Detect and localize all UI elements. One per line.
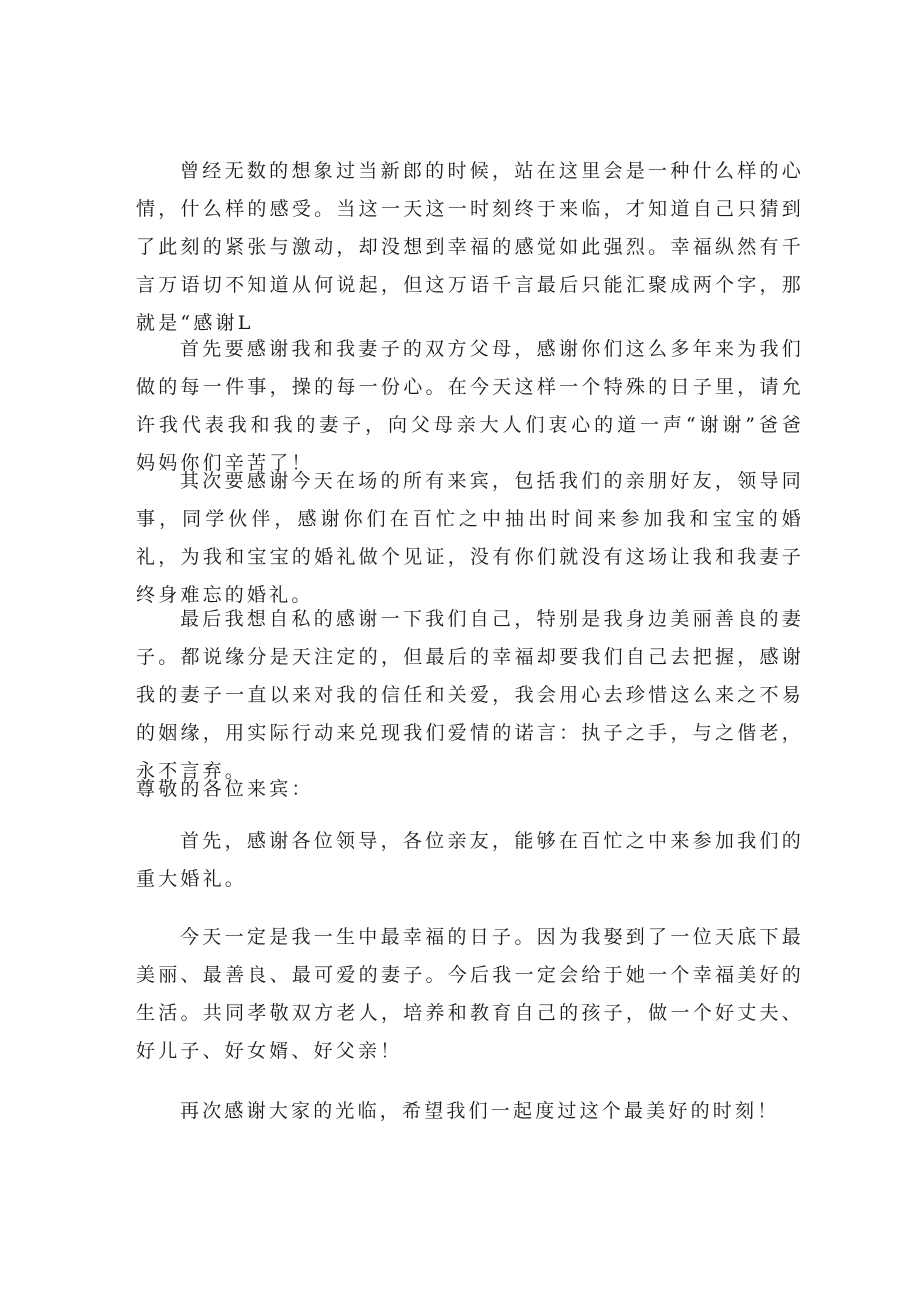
paragraph-text: 今天一定是我一生中最幸福的日子。因为我娶到了一位天底下最美丽、最善良、最可爱的妻子。今后我一定会给于她一个幸福美好的生活。共同孝敬双方老人，培养和教育自己的孩子，做一个好丈夫、好儿子、好女婿、好父亲！	[136, 926, 804, 1062]
paragraph-thanks-wife	[136, 600, 804, 790]
paragraph-happiest-day	[136, 918, 804, 1070]
salutation-text: 尊敬的各位来宾：	[136, 778, 314, 800]
paragraph-text: 最后我想自私的感谢一下我们自己，特别是我身边美丽善良的妻子。都说缘分是天注定的，但最后的幸福却要我们自己去把握，感谢我的妻子一直以来对我的信任和关爱，我会用心去珍惜这么来之不易的姻缘，用实际行动来兑现我们爱情的诺言：执子之手，与之偕老，永不言弃。	[136, 608, 804, 782]
paragraph-text: 曾经无数的想象过当新郎的时候，站在这里会是一种什么样的心情，什么样的感受。当这一天这一时刻终于来临，才知道自己只猜到了此刻的紧张与激动，却没想到幸福的感觉如此强烈。幸福纵然有千言万语切不知道从何说起，但这万语千言最后只能汇聚成两个字，那就是“感谢L	[136, 160, 804, 334]
paragraph-closing	[136, 1092, 804, 1130]
paragraph-thanks-guests	[136, 462, 804, 614]
paragraph-text: 其次要感谢今天在场的所有来宾，包括我们的亲朋好友，领导同事，同学伙伴，感谢你们在百忙之中抽出时间来参加我和宝宝的婚礼，为我和宝宝的婚礼做个见证，没有你们就没有这场让我和我妻子终身难忘的婚礼。	[136, 470, 804, 606]
paragraph-thanks-leaders	[136, 822, 804, 898]
paragraph-text: 首先要感谢我和我妻子的双方父母，感谢你们这么多年来为我们做的每一件事，操的每一份心。在今天这样一个特殊的日子里，请允许我代表我和我的妻子，向父母亲大人们衷心的道一声“谢谢”爸爸妈妈你们辛苦了！	[136, 338, 804, 474]
salutation-heading	[136, 770, 804, 808]
paragraph-groom-feelings	[136, 152, 804, 342]
paragraph-thanks-parents	[136, 330, 804, 482]
paragraph-text: 再次感谢大家的光临，希望我们一起度过这个最美好的时刻！	[180, 1100, 780, 1122]
paragraph-text: 首先，感谢各位领导，各位亲友，能够在百忙之中来参加我们的重大婚礼。	[136, 830, 804, 890]
